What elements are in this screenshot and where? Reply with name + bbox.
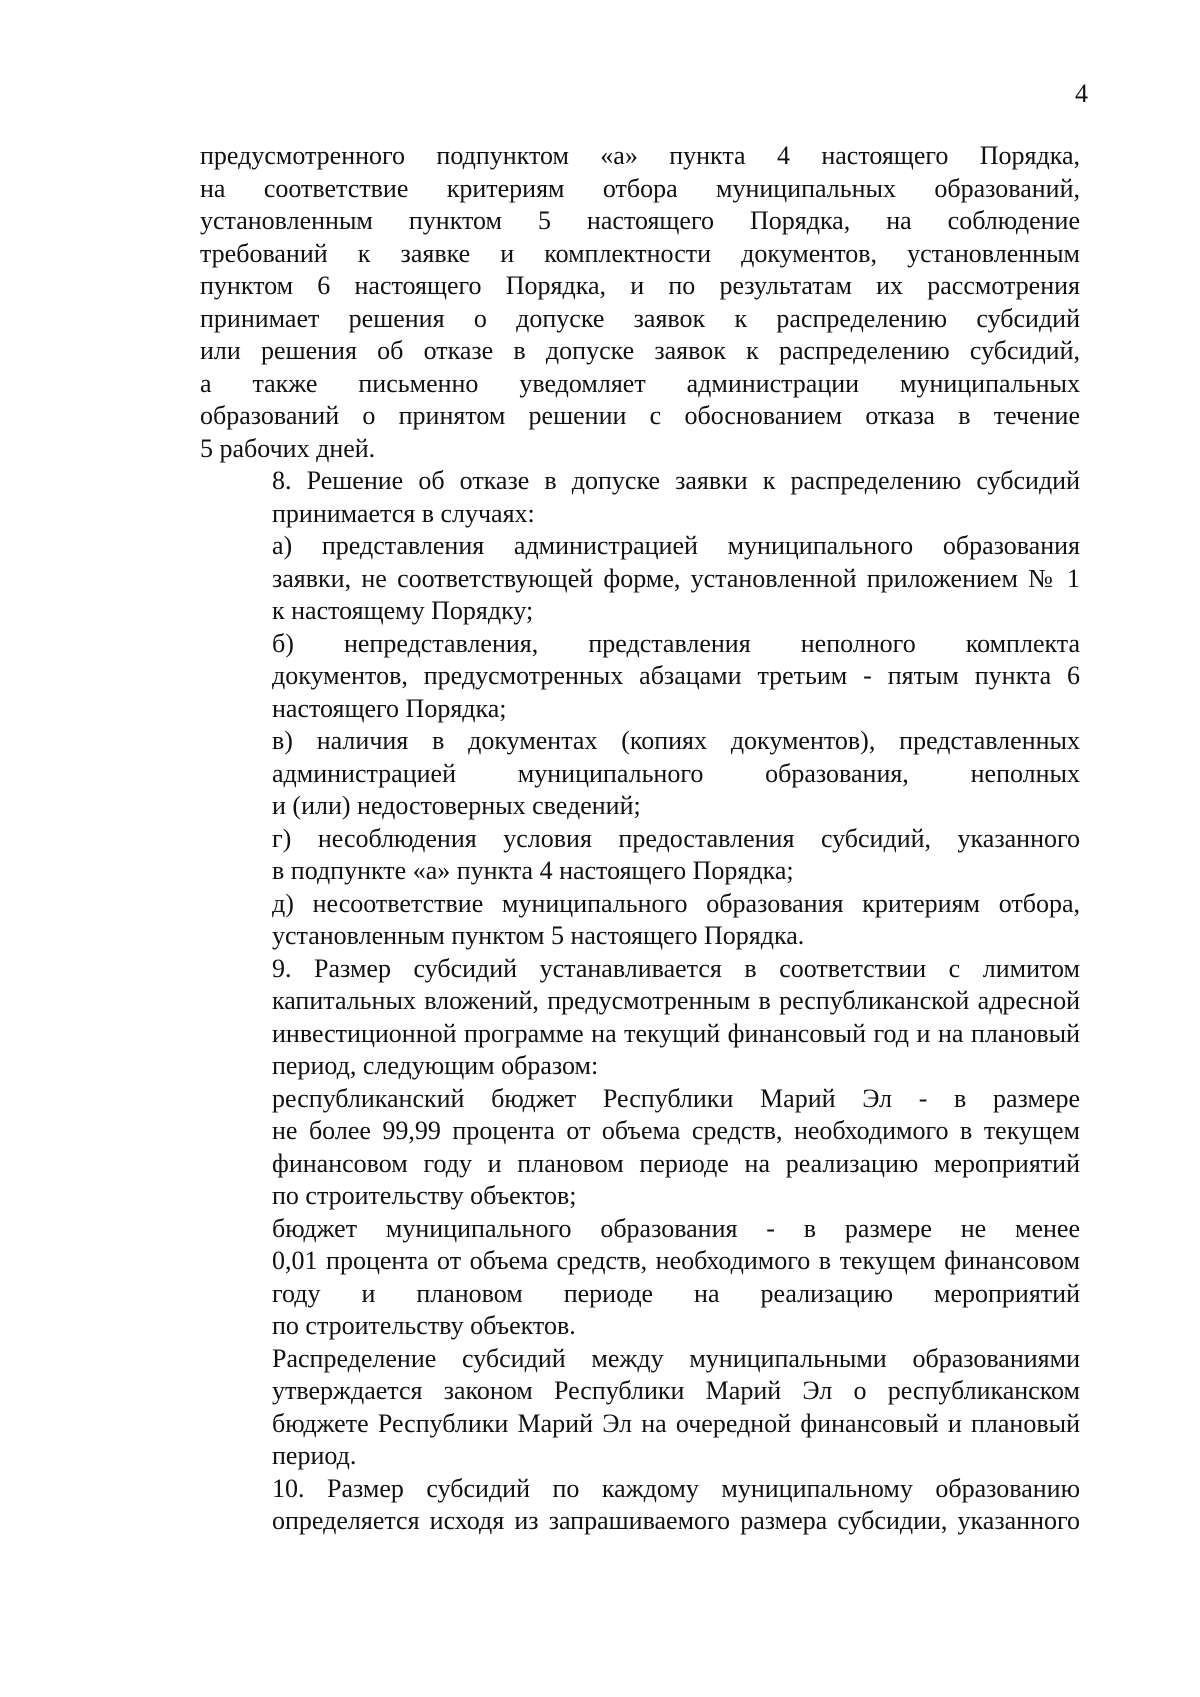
text-line: и (или) недостоверных сведений;: [272, 791, 641, 820]
text-line: пунктом 6 настоящего Порядка, и по результатам их рассмотрения: [200, 271, 1080, 300]
text-line: требований к заявке и комплектности документов, установленным: [200, 238, 1080, 268]
paragraph: [200, 1083, 1080, 1213]
text-line: 0,01 процента от объема средств, необходимого в текущем финансовом: [272, 1246, 1080, 1275]
text-line: 9. Размер субсидий устанавливается в соответствии с лимитом: [272, 953, 1080, 983]
text-line: документов, предусмотренных абзацами третьим - пятым пункта 6: [272, 661, 1080, 690]
text-line: бюджете Республики Марий Эл на очередной финансовый и плановый: [272, 1408, 1080, 1438]
paragraph: [200, 1343, 1080, 1473]
text-line: период.: [272, 1441, 357, 1470]
text-line: утверждается законом Республики Марий Эл о республиканском: [272, 1376, 1080, 1405]
paragraph: [200, 1473, 1080, 1538]
text-line: б) непредставления, представления неполного комплекта: [272, 628, 1080, 658]
paragraph: [200, 140, 1080, 465]
text-line: к настоящему Порядку;: [272, 596, 534, 625]
text-line: принимается в случаях:: [272, 498, 535, 528]
text-line: инвестиционной программе на текущий финансовый год и на плановый: [272, 1018, 1080, 1048]
paragraph: [200, 530, 1080, 628]
paragraph: [200, 628, 1080, 726]
text-line: период, следующим образом:: [272, 1051, 599, 1080]
text-line: бюджет муниципального образования - в размере не менее: [272, 1213, 1080, 1243]
text-line: в подпункте «а» пункта 4 настоящего Порядка;: [272, 856, 794, 885]
text-line: республиканский бюджет Республики Марий Эл - в размере: [272, 1083, 1080, 1113]
paragraph: [200, 888, 1080, 953]
page-number: 4: [1075, 79, 1088, 108]
document-body: [200, 140, 1080, 1538]
text-line: в) наличия в документах (копиях документов), представленных: [272, 726, 1080, 755]
text-line: году и плановом периоде на реализацию мероприятий: [272, 1278, 1080, 1308]
text-line: 10. Размер субсидий по каждому муниципальному образованию: [272, 1473, 1080, 1503]
paragraph: [200, 725, 1080, 823]
text-line: настоящего Порядка;: [272, 693, 507, 723]
paragraph: [200, 465, 1080, 530]
paragraph: [200, 953, 1080, 1083]
text-line: администрацией муниципального образования, неполных: [272, 758, 1080, 788]
text-line: не более 99,99 процента от объема средств, необходимого в текущем: [272, 1116, 1080, 1145]
text-line: определяется исходя из запрашиваемого размера субсидии, указанного: [272, 1506, 1080, 1535]
text-line: заявки, не соответствующей форме, установленной приложением № 1: [272, 563, 1080, 593]
text-line: а) представления администрацией муниципального образования: [272, 531, 1080, 560]
text-line: по строительству объектов.: [272, 1311, 576, 1340]
text-line: или решения об отказе в допуске заявок к распределению субсидий,: [200, 336, 1080, 365]
text-line: д) несоответствие муниципального образования критериям отбора,: [272, 888, 1080, 918]
text-line: принимает решения о допуске заявок к распределению субсидий: [200, 303, 1080, 333]
text-line: финансовом году и плановом периоде на реализацию мероприятий: [272, 1148, 1080, 1178]
text-line: 5 рабочих дней.: [200, 433, 376, 463]
text-line: предусмотренного подпунктом «а» пункта 4 настоящего Порядка,: [200, 141, 1080, 170]
paragraph: [200, 1213, 1080, 1343]
paragraph: [200, 823, 1080, 888]
text-line: по строительству объектов;: [272, 1181, 577, 1210]
text-line: образований о принятом решении с обоснованием отказа в течение: [200, 401, 1080, 430]
text-line: установленным пунктом 5 настоящего Порядка, на соблюдение: [200, 206, 1080, 235]
text-line: 8. Решение об отказе в допуске заявки к распределению субсидий: [272, 466, 1080, 495]
text-line: на соответствие критериям отбора муниципальных образований,: [200, 173, 1080, 203]
text-line: капитальных вложений, предусмотренным в республиканской адресной: [272, 986, 1080, 1015]
text-line: Распределение субсидий между муниципальными образованиями: [272, 1343, 1080, 1373]
text-line: установленным пунктом 5 настоящего Порядка.: [272, 921, 805, 950]
text-line: г) несоблюдения условия предоставления субсидий, указанного: [272, 823, 1080, 853]
text-line: а также письменно уведомляет администрации муниципальных: [200, 368, 1080, 398]
